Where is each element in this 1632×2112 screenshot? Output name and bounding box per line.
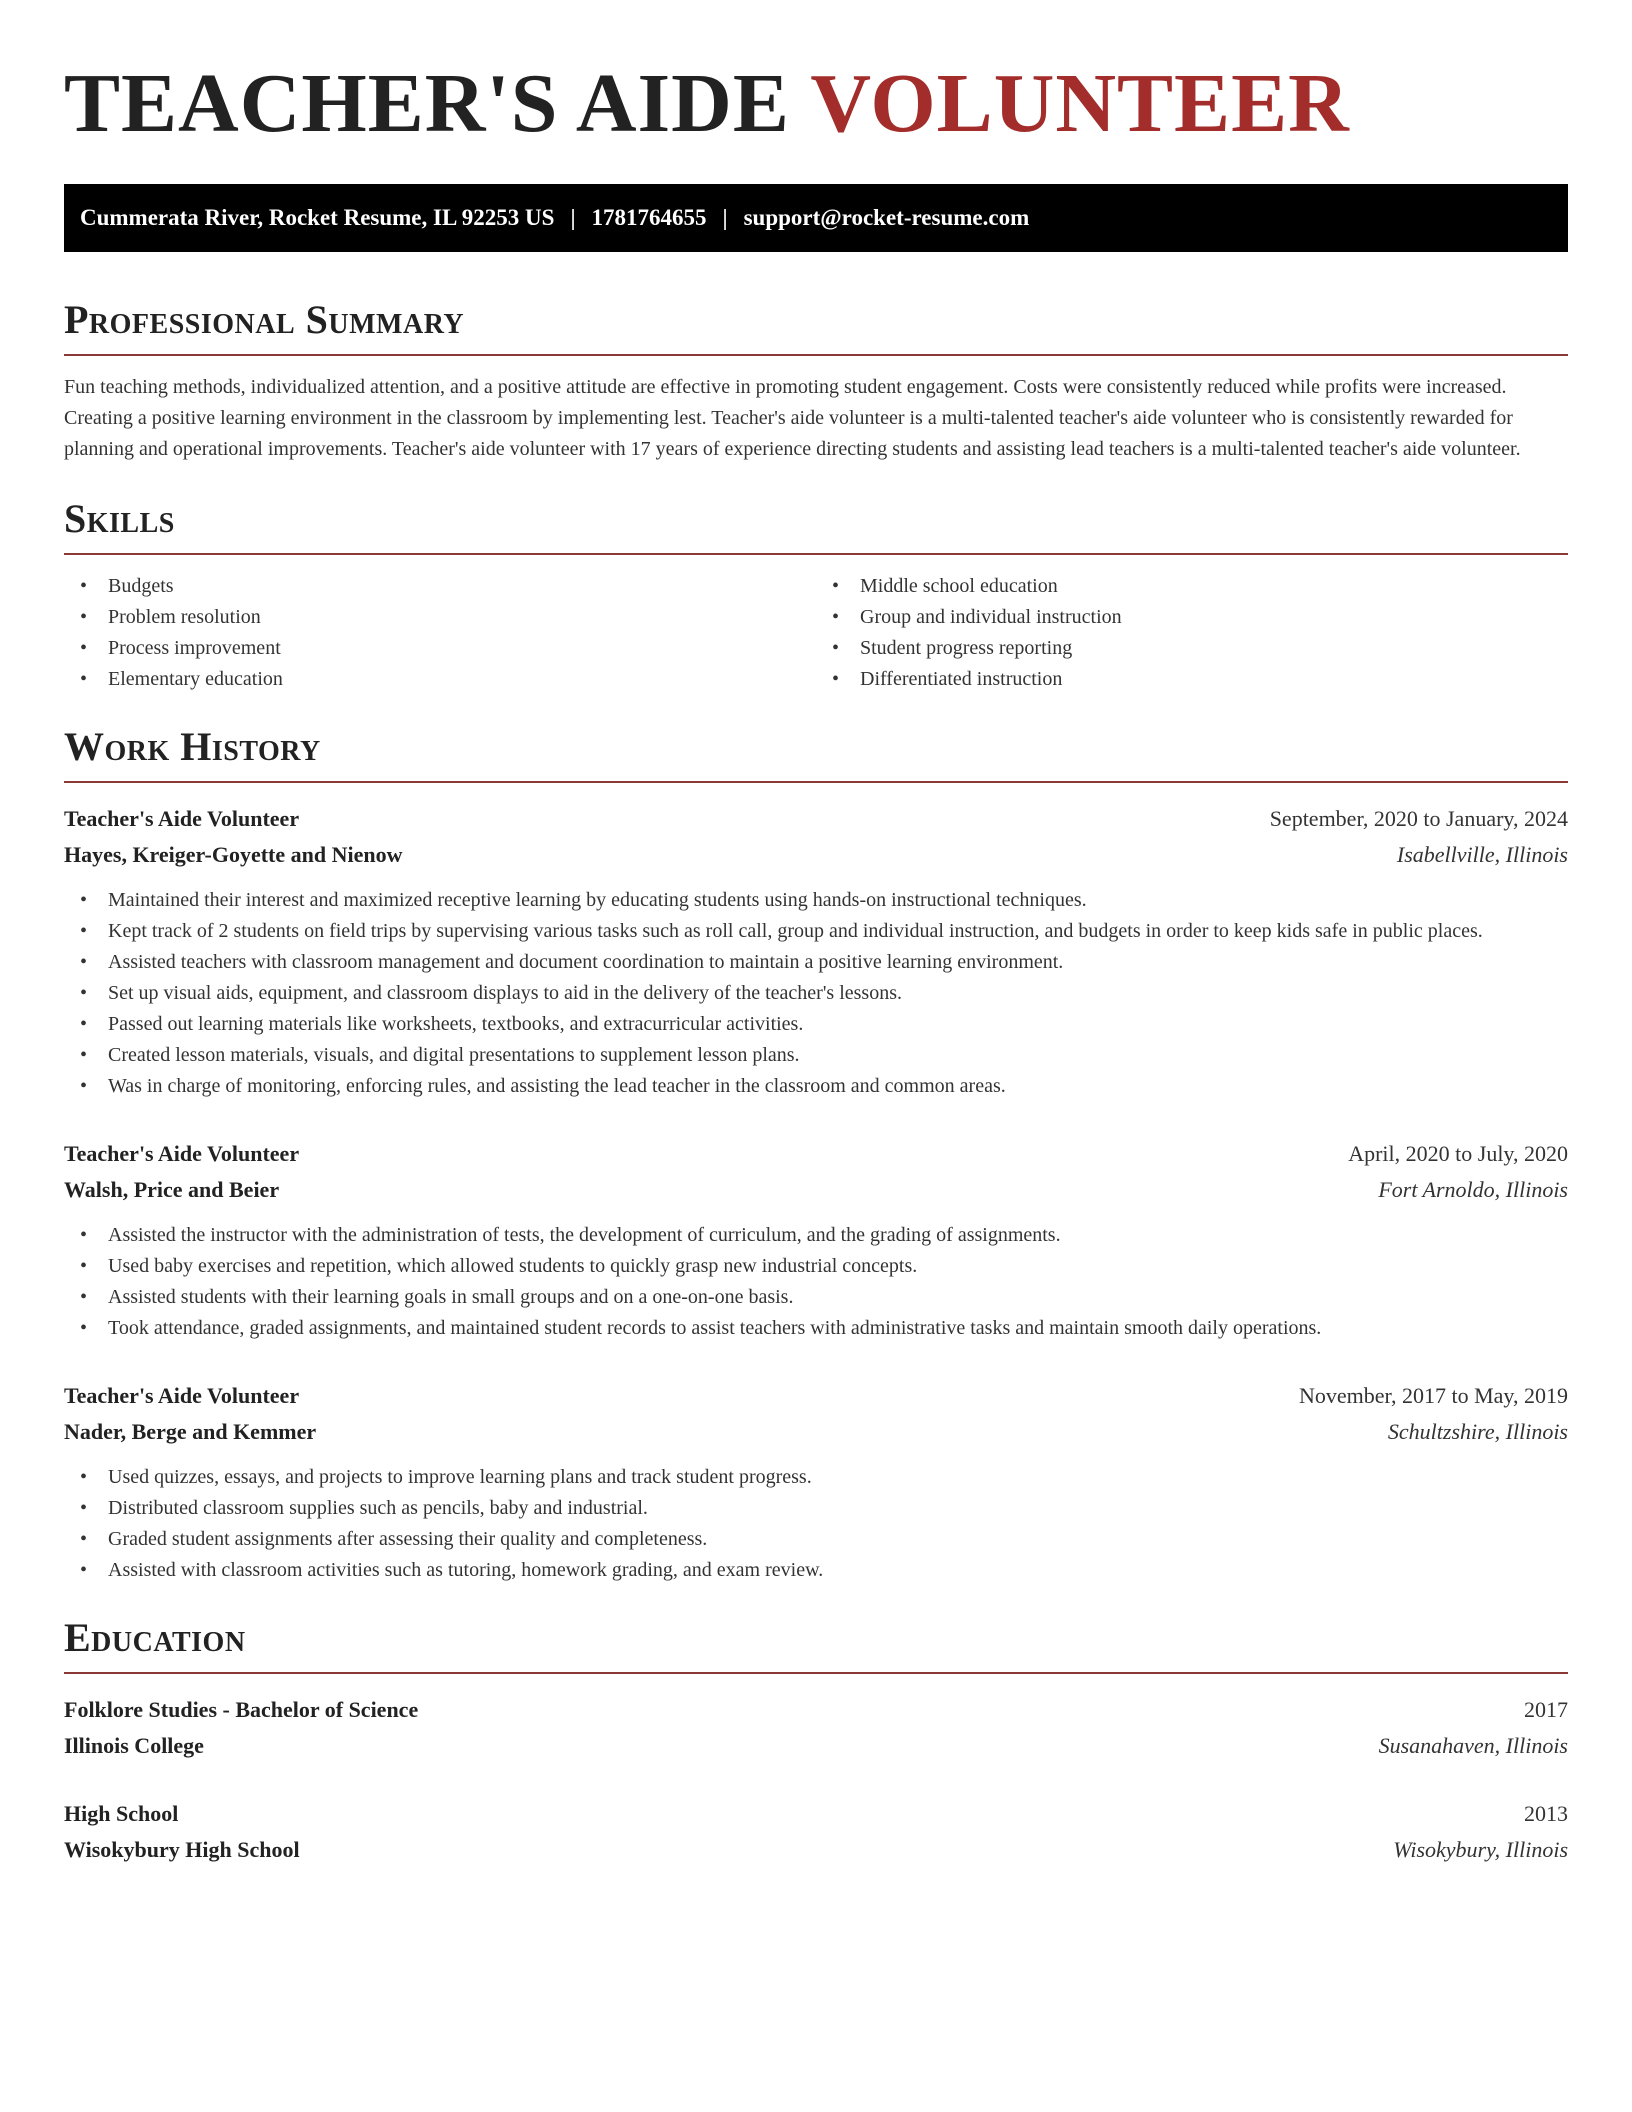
section-divider [64, 553, 1568, 555]
job-bullet: • Created lesson materials, visuals, and digital presentations to supplement lesson plans. [64, 1040, 1568, 1071]
education-entry [64, 1796, 1568, 1868]
contact-email: support@rocket-resume.com [743, 205, 1030, 230]
job-entry [64, 801, 1568, 1102]
section-title-education: Education [64, 1615, 246, 1660]
name-accent: VOLUNTEER [810, 57, 1350, 150]
job-dates: November, 2017 to May, 2019 [1299, 1383, 1568, 1408]
skills-grid [64, 571, 1568, 695]
education-entry [64, 1692, 1568, 1764]
contact-separator: | [570, 205, 576, 230]
job-dates: April, 2020 to July, 2020 [1348, 1141, 1568, 1166]
resume-name [64, 56, 1568, 152]
section-title-work-history: Work History [64, 724, 321, 769]
section-divider [64, 354, 1568, 356]
job-company: Walsh, Price and Beier [64, 1177, 280, 1202]
job-bullets [64, 1220, 1568, 1344]
skill-item: • Budgets [64, 571, 816, 602]
job-bullet: • Set up visual aids, equipment, and classroom displays to aid in the delivery of the teacher's lessons. [64, 978, 1568, 1009]
job-bullet: • Assisted students with their learning goals in small groups and on a one-on-one basis. [64, 1282, 1568, 1313]
summary-section [64, 296, 1568, 465]
contact-bar [64, 184, 1568, 252]
job-location: Isabellville, Illinois [1396, 842, 1568, 867]
job-bullet: • Was in charge of monitoring, enforcing rules, and assisting the lead teacher in the classroom and common areas. [64, 1071, 1568, 1102]
job-header-row [64, 1136, 1568, 1172]
job-title: Teacher's Aide Volunteer [64, 1141, 300, 1166]
job-location: Fort Arnoldo, Illinois [1378, 1177, 1568, 1202]
skill-item: • Student progress reporting [816, 633, 1568, 664]
skill-item: • Problem resolution [64, 602, 816, 633]
job-bullet: • Assisted with classroom activities such as tutoring, homework grading, and exam review. [64, 1555, 1568, 1586]
job-bullet: • Kept track of 2 students on field trips by supervising various tasks such as roll call, group and individual instruction, and budgets in order to keep kids safe in public places. [64, 916, 1568, 947]
job-bullets [64, 885, 1568, 1102]
contact-separator: | [722, 205, 728, 230]
section-title-summary: Professional Summary [64, 297, 465, 342]
skills-list-right [816, 571, 1568, 695]
education-school-row [64, 1832, 1568, 1868]
section-title-skills: Skills [64, 496, 175, 541]
contact-address: Cummerata River, Rocket Resume, IL 92253 US [80, 205, 555, 230]
education-location: Susanahaven, Illinois [1378, 1733, 1568, 1758]
name-primary: TEACHER'S AIDE [64, 57, 790, 150]
skills-section [64, 495, 1568, 695]
section-divider [64, 1672, 1568, 1674]
education-section [64, 1614, 1568, 1868]
job-title: Teacher's Aide Volunteer [64, 1383, 300, 1408]
education-location: Wisokybury, Illinois [1393, 1837, 1568, 1862]
section-divider [64, 781, 1568, 783]
job-location: Schultzshire, Illinois [1387, 1419, 1568, 1444]
summary-text: Fun teaching methods, individualized attention, and a positive attitude are effective in promoting student engagement. Costs were consistently reduced while profits were increased. Creating a positive learning environment in the classroom by implementing lest. Teacher's aide volunteer is a multi-talented teacher's aide volunteer who is consistently rewarded for planning and operational improvements. Teacher's aide volunteer with 17 years of experience directing students and assisting lead teachers is a multi-talented teacher's aide volunteer. [64, 376, 1521, 460]
job-bullet: • Used quizzes, essays, and projects to improve learning plans and track student progress. [64, 1462, 1568, 1493]
job-company-row [64, 837, 1568, 873]
job-bullet: • Maintained their interest and maximized receptive learning by educating students using hands-on instructional techniques. [64, 885, 1568, 916]
skill-item: • Middle school education [816, 571, 1568, 602]
work-history-section [64, 723, 1568, 1586]
job-bullet: • Passed out learning materials like worksheets, textbooks, and extracurricular activities. [64, 1009, 1568, 1040]
skill-item: • Elementary education [64, 664, 816, 695]
job-title: Teacher's Aide Volunteer [64, 806, 300, 831]
skill-item: • Group and individual instruction [816, 602, 1568, 633]
job-bullet: • Distributed classroom supplies such as pencils, baby and industrial. [64, 1493, 1568, 1524]
job-company: Nader, Berge and Kemmer [64, 1419, 317, 1444]
education-year: 2017 [1524, 1697, 1568, 1722]
job-dates: September, 2020 to January, 2024 [1269, 806, 1568, 831]
job-bullet: • Assisted teachers with classroom management and document coordination to maintain a positive learning environment. [64, 947, 1568, 978]
job-header-row [64, 801, 1568, 837]
job-bullet: • Assisted the instructor with the administration of tests, the development of curriculum, and the grading of assignments. [64, 1220, 1568, 1251]
education-degree-row [64, 1692, 1568, 1728]
skills-list-left [64, 571, 816, 695]
job-entry [64, 1136, 1568, 1344]
job-bullet: • Graded student assignments after assessing their quality and completeness. [64, 1524, 1568, 1555]
job-bullets [64, 1462, 1568, 1586]
job-bullet: • Used baby exercises and repetition, which allowed students to quickly grasp new industrial concepts. [64, 1251, 1568, 1282]
job-company: Hayes, Kreiger-Goyette and Nienow [64, 842, 403, 867]
job-header-row [64, 1378, 1568, 1414]
job-company-row [64, 1414, 1568, 1450]
education-degree: Folklore Studies - Bachelor of Science [64, 1697, 419, 1722]
job-entry [64, 1378, 1568, 1586]
education-school-row [64, 1728, 1568, 1764]
job-company-row [64, 1172, 1568, 1208]
education-degree: High School [64, 1801, 179, 1826]
skill-item: • Differentiated instruction [816, 664, 1568, 695]
education-degree-row [64, 1796, 1568, 1832]
skill-item: • Process improvement [64, 633, 816, 664]
education-school: Wisokybury High School [64, 1837, 300, 1862]
education-year: 2013 [1524, 1801, 1568, 1826]
contact-phone: 1781764655 [591, 205, 707, 230]
job-bullet: • Took attendance, graded assignments, and maintained student records to assist teachers with administrative tasks and maintain smooth daily operations. [64, 1313, 1568, 1344]
education-school: Illinois College [64, 1733, 204, 1758]
